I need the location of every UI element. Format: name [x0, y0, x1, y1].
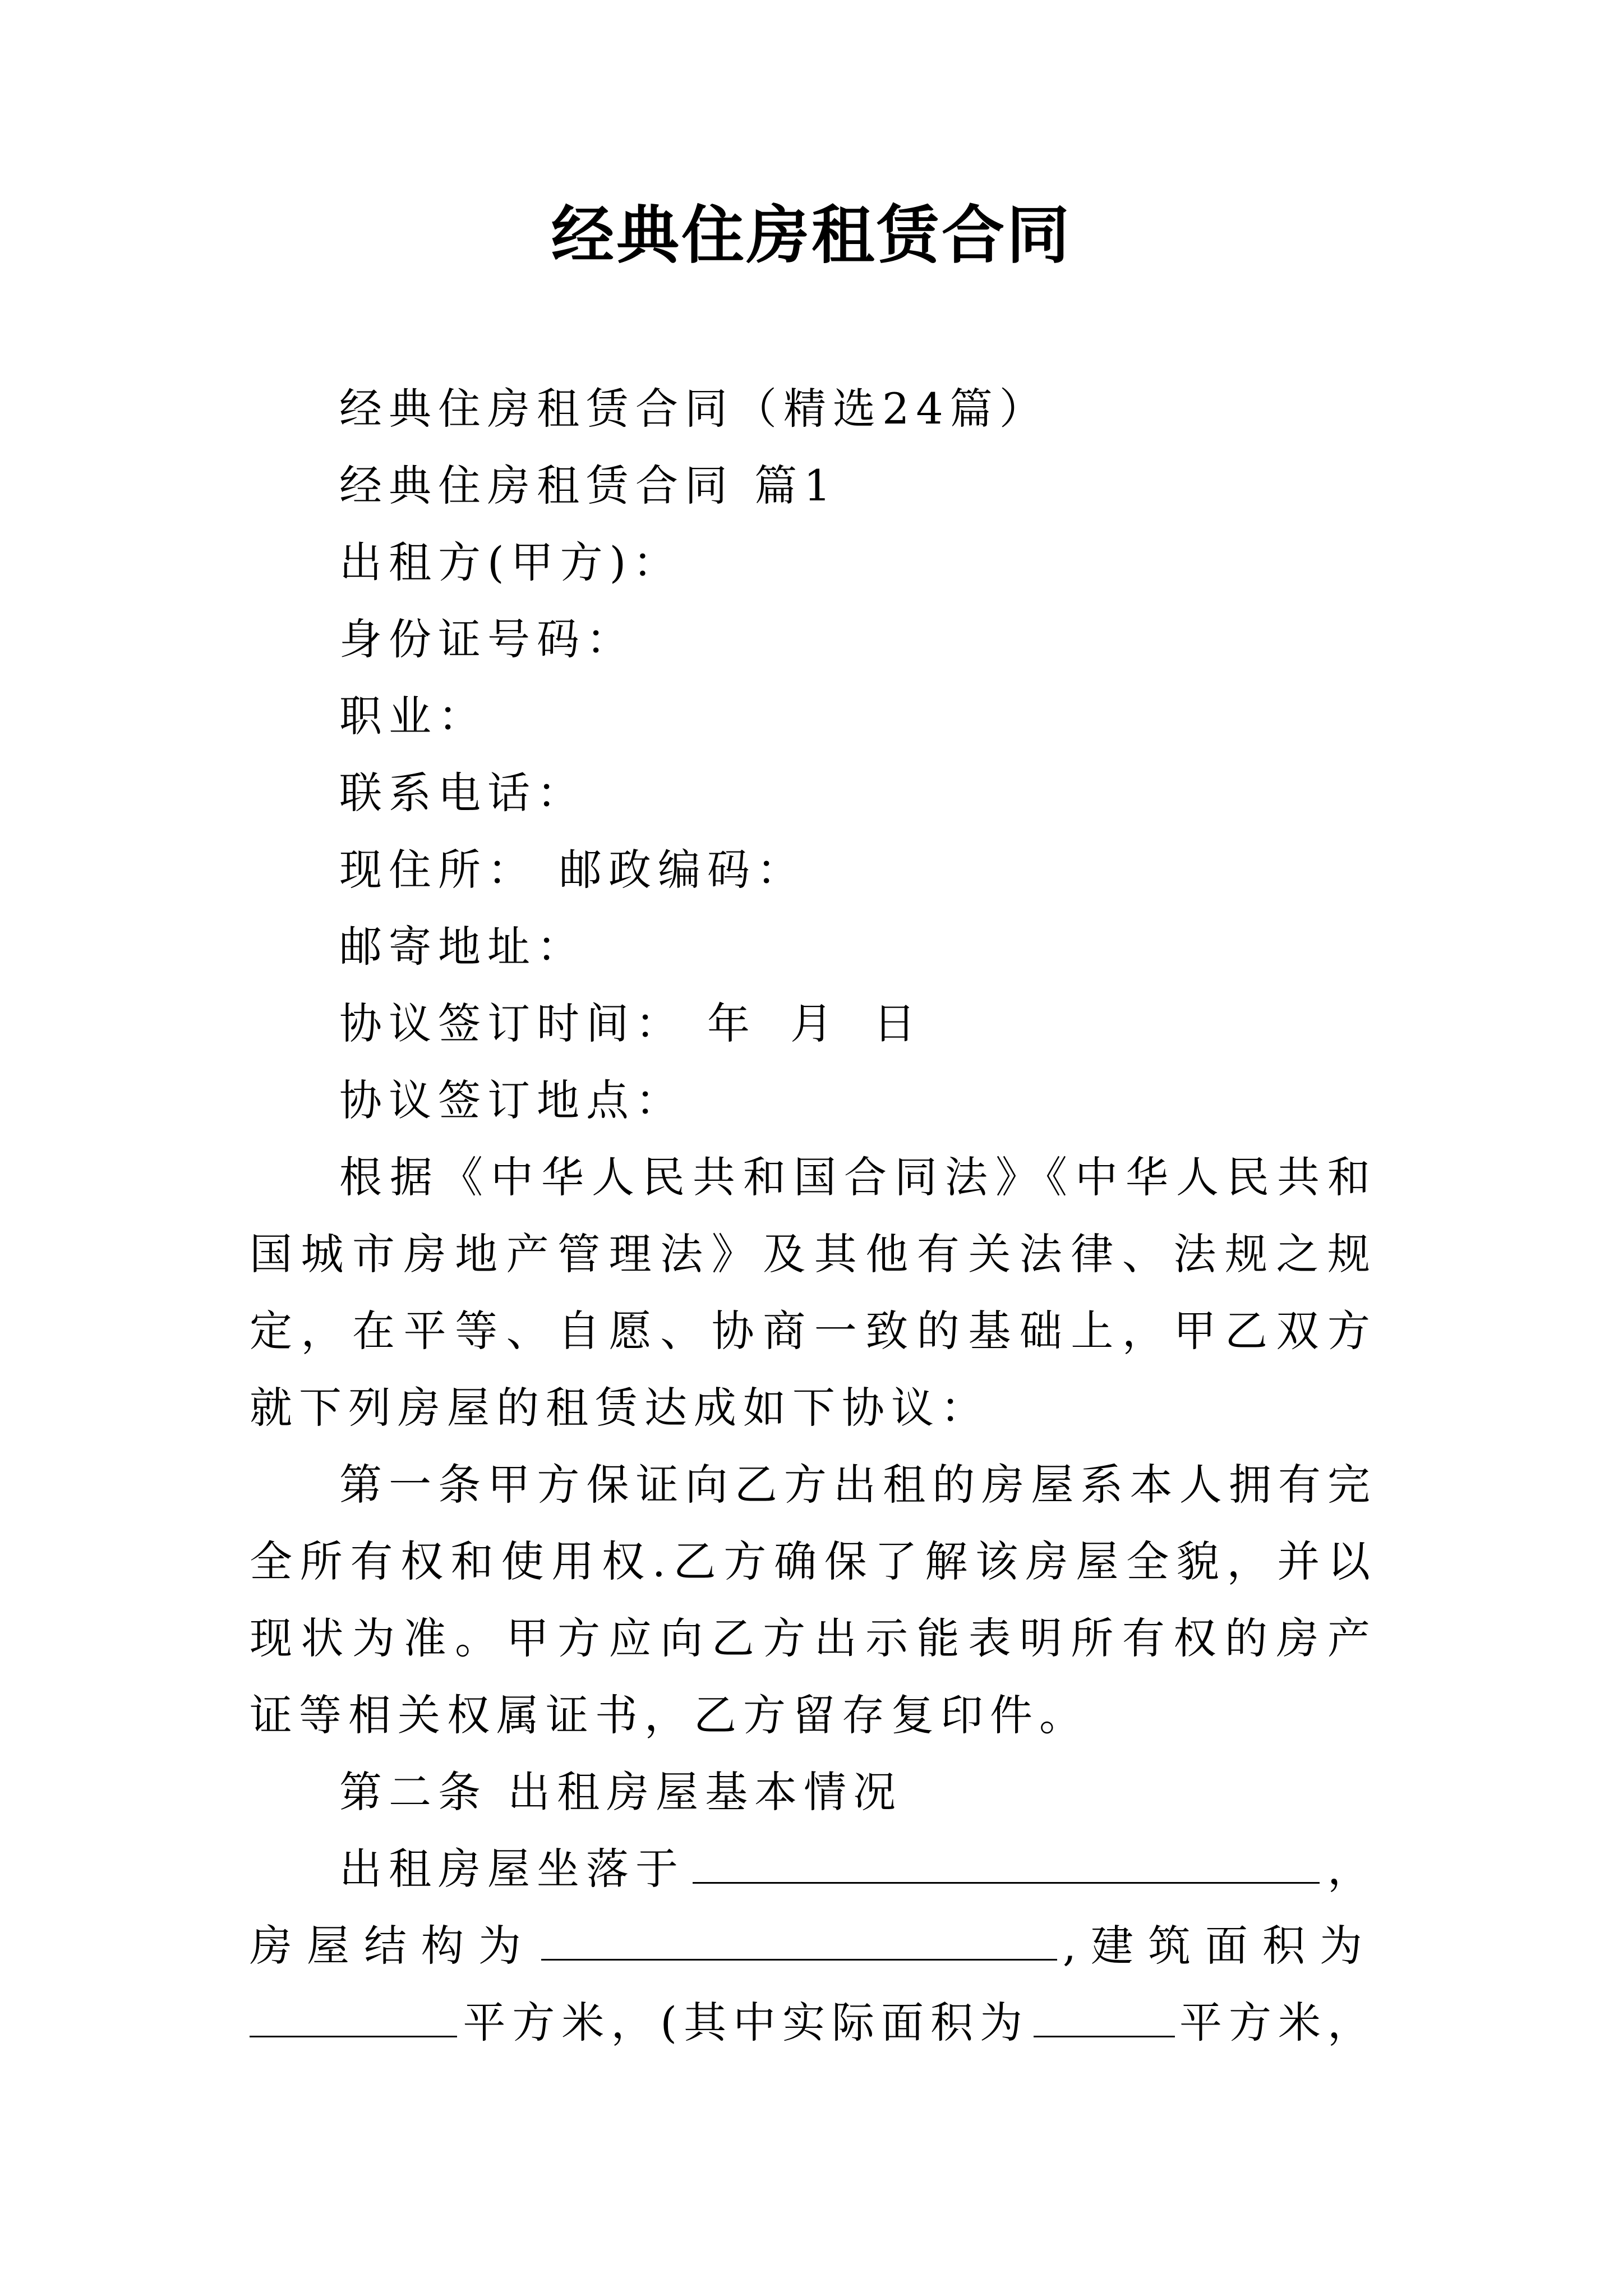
sign-time-day: 日 [873, 999, 923, 1048]
area-blank [250, 2000, 457, 2037]
article-2-location-end: ， [1327, 1844, 1377, 1894]
article-2-location-label: 出租房屋坐落于 [339, 1844, 685, 1894]
article-2-sqm-1: 平方米，(其中实际面积为 [463, 1998, 1030, 2047]
field-residence: 现住所： [339, 845, 537, 895]
field-sign-time-row [250, 985, 1377, 1062]
document-body [250, 370, 1377, 2061]
field-lessor: 出租方(甲方)： [339, 537, 683, 587]
field-id-number: 身份证号码： [339, 614, 635, 664]
document-title: 经典住房租赁合同 [551, 199, 1072, 272]
article-1-paragraph: 第一条甲方保证向乙方出租的房屋系本人拥有完全所有权和使用权.乙方确保了解该房屋全貌，并以现状为准。甲方应向乙方出示能表明所有权的房产证等相关权属证书，乙方留存复印件。 [250, 1460, 1377, 1740]
field-postal-code: 邮政编码： [559, 845, 806, 895]
article-2-heading: 第二条 出租房屋基本情况 [339, 1767, 903, 1817]
article-2-area-label: ,建筑面积为 [1062, 1921, 1377, 1971]
section-heading: 经典住房租赁合同 篇1 [339, 461, 838, 510]
location-blank [693, 1846, 1320, 1884]
field-occupation: 职业： [339, 691, 487, 741]
field-sign-time: 协议签订时间： [339, 999, 685, 1048]
sign-time-month: 月 [790, 999, 840, 1048]
document-subtitle: 经典住房租赁合同（精选24篇） [339, 384, 1049, 434]
structure-blank [541, 1923, 1057, 1961]
field-mailing-address: 邮寄地址： [339, 922, 586, 972]
field-residence-row [250, 831, 1377, 908]
field-sign-place: 协议签订地点： [339, 1075, 685, 1125]
preamble-paragraph: 根据《中华人民共和国合同法》《中华人民共和国城市房地产管理法》及其他有关法律、法规之规定，在平等、自愿、协商一致的基础上，甲乙双方就下列房屋的租赁达成如下协议： [250, 1152, 1377, 1433]
article-2-area-row [250, 1984, 1377, 2061]
article-2-sqm-2: 平方米， [1179, 1998, 1377, 2047]
article-2-structure-row [250, 1907, 1377, 1984]
article-2-structure-label: 房屋结构为 [250, 1921, 536, 1971]
sign-time-year: 年 [707, 999, 757, 1048]
field-phone: 联系电话： [339, 768, 586, 818]
article-2-location-row [250, 1830, 1377, 1907]
actual-area-blank [1034, 2000, 1175, 2037]
